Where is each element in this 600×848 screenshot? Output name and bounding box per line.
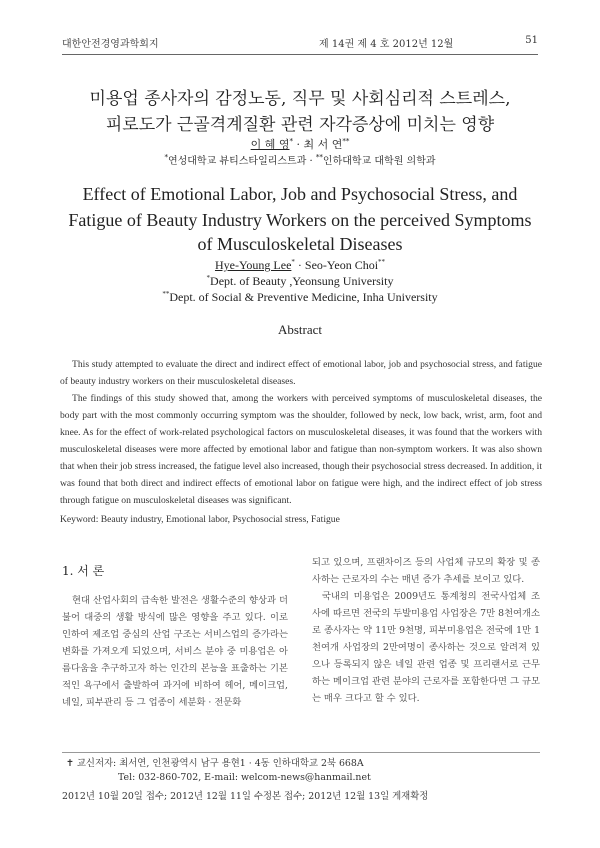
affil-ko-1: 연성대학교 뷰티스타일리스트과 · xyxy=(167,156,316,167)
affiliations-ko xyxy=(40,152,560,167)
title-ko-line2: 피로도가 근골격계질환 관련 자각증상에 미치는 영향 xyxy=(105,115,495,135)
footnote-contact: Tel: 032-860-702, E-mail: welcom-news@hanmail.net xyxy=(118,772,371,783)
abstract-paragraph-2: The findings of this study showed that, among the workers with perceived symptoms of musculoskeletal diseases, the body part with the most commonly occurring symptom was the shoulder, followed by neck, low back, wrist, arm, foot and knee. As for the effect of work-related psychological factors on musculoskeletal diseases, it was found that the workers with musculoskeletal diseases were more affected by emotional labor and fatigue than non-symptom workers. It was also shown that when their job stress increased, the fatigue level also increased, though their psychosocial stress decreased. In addition, it was found that both direct and indirect effects of emotional labor on fatigue were high, and the indirect effect of job stress through fatigue on musculoskeletal diseases was significant. xyxy=(60,393,542,506)
title-ko-line1: 미용업 종사자의 감정노동, 직무 및 사회심리적 스트레스, xyxy=(89,89,511,109)
abstract-body xyxy=(60,356,542,509)
body-paragraph: 국내의 미용업은 2009년도 통계청의 전국사업체 조사에 따르면 전국의 두발미용업 사업장은 7만 8천여개소로 종사자는 약 11만 9천명, 피부미용업은 전국에 1만 1천여개 사업장의 2만여명이 종사하는 것으로 알려져 있으나 등록되지 않은 네일 관련 업종 및 프리랜서로 근무하는 메이크업 관련 분야의 근로자를 포함한다면 그 규모는 매우 크다고 할 수 있다. xyxy=(312,591,540,704)
section-title: 1. 서 론 xyxy=(62,564,105,578)
running-header xyxy=(62,35,538,49)
authors-ko xyxy=(40,136,560,152)
affil-en-2-text: Dept. of Social & Preventive Medicine, Inha University xyxy=(169,290,438,304)
affil-ko-mark-2: ** xyxy=(315,153,323,162)
author-ko-1: 이 혜 영 xyxy=(250,138,290,151)
footnote-dates: 2012년 10월 20일 접수; 2012년 12월 11일 수정본 접수; 2012년 12월 13일 게재확정 xyxy=(62,791,429,802)
page-number: 51 xyxy=(525,35,538,46)
author-ko-2: 최 서 연 xyxy=(303,138,343,151)
body-paragraph: 현대 산업사회의 급속한 발전은 생활수준의 향상과 더불어 대중의 생활 방식에 많은 영향을 주고 있다. 이로 인하여 제조업 중심의 산업 구조는 서비스업의 증가라는 변화를 가져오게 되었으며, 서비스 분야 중 미용업은 아름다움을 추구하고자 하는 인간의 본능을 표출하는 기본적인 욕구에서 출발하여 과거에 비하여 헤어, 메이크업, 네일, 피부관리 등 그 업종이 세분화 · 전문화 xyxy=(62,595,288,708)
author-en-2: Seo-Yeon Choi xyxy=(304,258,379,272)
affil-ko-mark-1: * xyxy=(164,153,168,162)
affil-en-mark-1: * xyxy=(206,274,211,282)
title-en-line3: of Musculoskeletal Diseases xyxy=(197,234,403,254)
keywords: Keyword: Beauty industry, Emotional labor, Psychosocial stress, Fatigue xyxy=(60,514,340,525)
footnote-corresponding-author: ✝ 교신저자: 최서연, 인천광역시 남구 용현1 · 4동 인하대학교 2북 668A xyxy=(66,758,364,769)
authors-en xyxy=(40,258,560,273)
affil-en-mark-2: ** xyxy=(162,290,170,298)
author-ko-separator: · xyxy=(293,138,304,151)
author-en-2-mark: ** xyxy=(378,258,386,266)
affil-en-1-text: Dept. of Beauty ,Yeonsung University xyxy=(210,274,394,288)
author-en-1-mark: * xyxy=(291,258,295,266)
footnote-rule xyxy=(62,752,540,753)
abstract-paragraph-1: This study attempted to evaluate the direct and indirect effect of emotional labor, job and psychosocial stress, and fatigue of beauty industry workers on their musculoskeletal diseases. xyxy=(60,359,542,387)
author-en-separator: · xyxy=(294,258,305,272)
affiliation-en-2 xyxy=(40,290,560,305)
title-en-line1: Effect of Emotional Labor, Job and Psychosocial Stress, and xyxy=(82,184,518,204)
title-en-line2: Fatigue of Beauty Industry Workers on the perceived Symptoms xyxy=(68,210,532,230)
author-ko-1-mark: * xyxy=(289,137,293,146)
body-right-column xyxy=(312,554,540,707)
abstract-heading: Abstract xyxy=(277,322,323,337)
body-paragraph: 되고 있으며, 프랜차이즈 등의 사업체 규모의 확장 및 종사하는 근로자의 수는 매년 증가 추세를 보이고 있다. xyxy=(312,557,540,585)
journal-name: 대한안전경영과학회지 xyxy=(62,39,159,50)
body-left-column xyxy=(62,592,288,711)
affiliation-en-1 xyxy=(40,274,560,289)
header-rule xyxy=(62,54,538,55)
author-en-1: Hye-Young Lee xyxy=(214,258,292,272)
issue-info: 제 14권 제 4 호 2012년 12월 xyxy=(319,39,454,50)
affil-ko-2: 인하대학교 대학원 의학과 xyxy=(322,156,436,167)
author-ko-2-mark: ** xyxy=(342,137,350,146)
